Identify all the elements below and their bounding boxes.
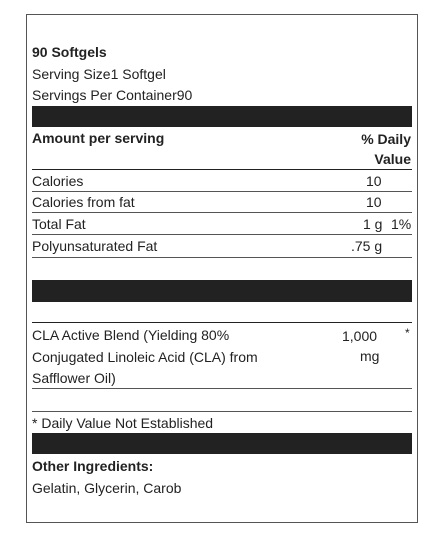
other-ingredients-label: Other Ingredients:: [32, 458, 154, 474]
nutrient-amount: .75 g: [351, 238, 383, 254]
row-divider: [32, 234, 412, 235]
blend-name-line1: CLA Active Blend (Yielding 80%: [32, 327, 230, 343]
blend-unit: mg: [360, 348, 380, 364]
blend-name-line2: Conjugated Linoleic Acid (CLA) from: [32, 349, 258, 365]
nutrient-name: Total Fat: [32, 216, 86, 232]
other-ingredients-text: Gelatin, Glycerin, Carob: [32, 480, 182, 496]
nutrient-amount: 10: [366, 173, 382, 189]
divider: [32, 388, 412, 389]
row-divider: [32, 212, 412, 213]
nutrient-name: Polyunsaturated Fat: [32, 238, 158, 254]
divider: [32, 169, 412, 170]
thick-divider-bottom: [32, 433, 412, 454]
nutrient-name: Calories: [32, 173, 84, 189]
daily-value-label-line1: % Daily: [361, 131, 411, 147]
divider: [32, 322, 412, 323]
daily-value-footnote: * Daily Value Not Established: [32, 415, 214, 431]
nutrient-name: Calories from fat: [32, 194, 135, 210]
thick-divider-top: [32, 106, 412, 127]
nutrient-amount: 1 g: [363, 216, 383, 232]
row-divider: [32, 257, 412, 258]
divider: [32, 411, 412, 412]
nutrient-daily-value: 1%: [391, 216, 412, 232]
blend-name-line3: Safflower Oil): [32, 370, 116, 386]
product-title: 90 Softgels: [32, 44, 107, 60]
thick-divider-middle: [32, 280, 412, 302]
daily-value-label-line2: Value: [374, 151, 411, 167]
serving-size: Serving Size1 Softgel: [32, 66, 166, 82]
blend-daily-value-marker: *: [405, 326, 410, 340]
nutrient-amount: 10: [366, 194, 382, 210]
servings-per-container: Servings Per Container90: [32, 87, 193, 103]
blend-amount: 1,000: [342, 328, 378, 344]
amount-per-serving-label: Amount per serving: [32, 130, 165, 146]
